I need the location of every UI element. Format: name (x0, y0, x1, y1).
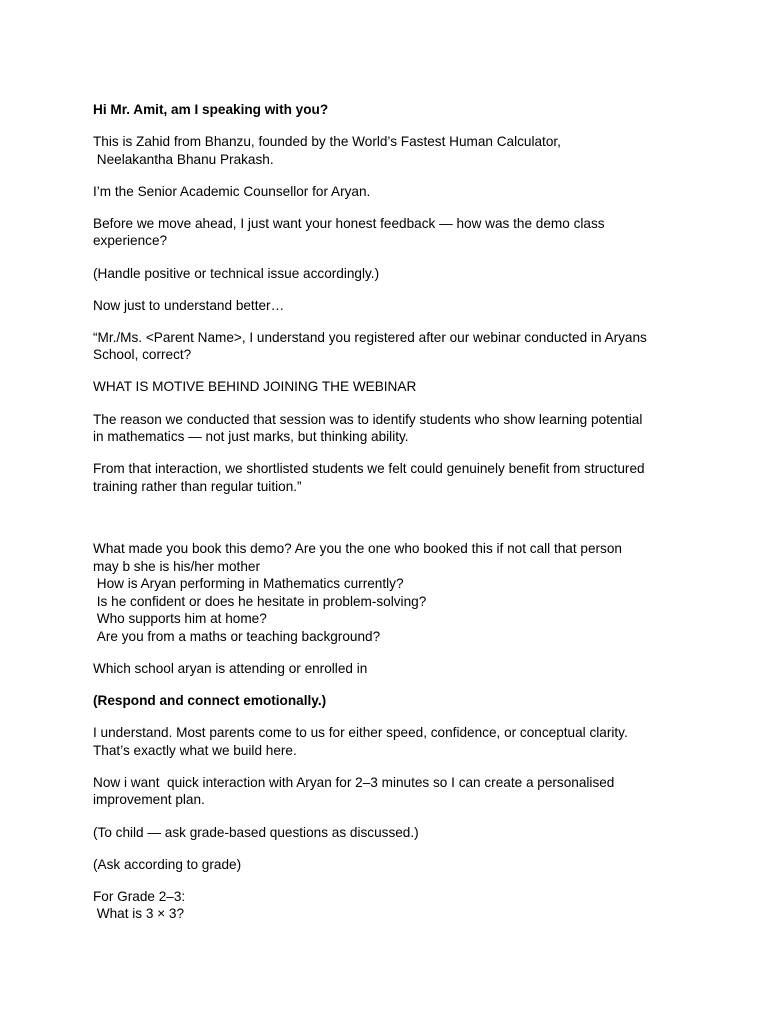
text-line: School, correct? (93, 347, 192, 363)
text-line: I’m the Senior Academic Counsellor for Aryan. (93, 183, 371, 199)
paragraph-parents (93, 724, 693, 759)
text-line: Before we move ahead, I just want your honest feedback — how was the demo class (93, 215, 605, 231)
paragraph-intro (93, 133, 693, 168)
text-line: Now i want quick interaction with Aryan for 2–3 minutes so I can create a personalised (93, 774, 615, 790)
text-line: The reason we conducted that session was to identify students who show learning potential (93, 411, 643, 427)
text-line: training rather than regular tuition.” (93, 478, 302, 494)
text-line: improvement plan. (93, 792, 205, 808)
paragraph-reason (93, 411, 693, 446)
paragraph-handle (93, 265, 693, 283)
paragraph-registered (93, 329, 693, 364)
paragraph-spacer (93, 510, 693, 540)
text-line: may b she is his/her mother (93, 558, 260, 574)
text-line: Which school aryan is attending or enrolled in (93, 660, 368, 676)
paragraph-questions (93, 540, 693, 646)
paragraph-respond (93, 692, 693, 710)
text-line: Is he confident or does he hesitate in problem-solving? (93, 593, 427, 609)
text-line: “Mr./Ms. <Parent Name>, I understand you registered after our webinar conducted in Aryans (93, 329, 647, 345)
text-line: Hi Mr. Amit, am I speaking with you? (93, 102, 329, 117)
text-line: What is 3 × 3? (93, 906, 185, 922)
paragraph-feedback (93, 215, 693, 250)
text-line: (Ask according to grade) (93, 856, 242, 872)
paragraph-interaction (93, 774, 693, 809)
text-line: How is Aryan performing in Mathematics currently? (93, 576, 404, 592)
paragraph-grade (93, 888, 693, 923)
text-line: What made you book this demo? Are you the one who booked this if not call that person (93, 540, 622, 556)
text-line: For Grade 2–3: (93, 888, 186, 904)
paragraph-role (93, 183, 693, 201)
text-line: Now just to understand better… (93, 297, 285, 313)
text-line: Who supports him at home? (93, 611, 267, 627)
paragraph-greeting (93, 101, 693, 119)
text-line: Are you from a maths or teaching background? (93, 628, 381, 644)
document-page (93, 101, 693, 937)
text-line: I understand. Most parents come to us for either speed, confidence, or conceptual clarity. (93, 725, 628, 741)
paragraph-understand (93, 297, 693, 315)
paragraph-shortlisted (93, 460, 693, 495)
text-line: (To child — ask grade-based questions as discussed.) (93, 824, 419, 840)
paragraph-school (93, 660, 693, 678)
text-line: That’s exactly what we build here. (93, 742, 297, 758)
paragraph-ask-grade (93, 856, 693, 874)
text-line: This is Zahid from Bhanzu, founded by the World’s Fastest Human Calculator, (93, 134, 561, 150)
paragraph-motive (93, 378, 693, 396)
text-line: (Respond and connect emotionally.) (93, 693, 327, 709)
text-line: experience? (93, 233, 168, 249)
text-line: From that interaction, we shortlisted students we felt could genuinely benefit from structured (93, 461, 645, 477)
text-line: in mathematics — not just marks, but thinking ability. (93, 429, 409, 445)
text-line: Neelakantha Bhanu Prakash. (93, 151, 274, 167)
text-line: WHAT IS MOTIVE BEHIND JOINING THE WEBINAR (93, 379, 417, 395)
paragraph-to-child (93, 824, 693, 842)
text-line: (Handle positive or technical issue accordingly.) (93, 265, 380, 281)
